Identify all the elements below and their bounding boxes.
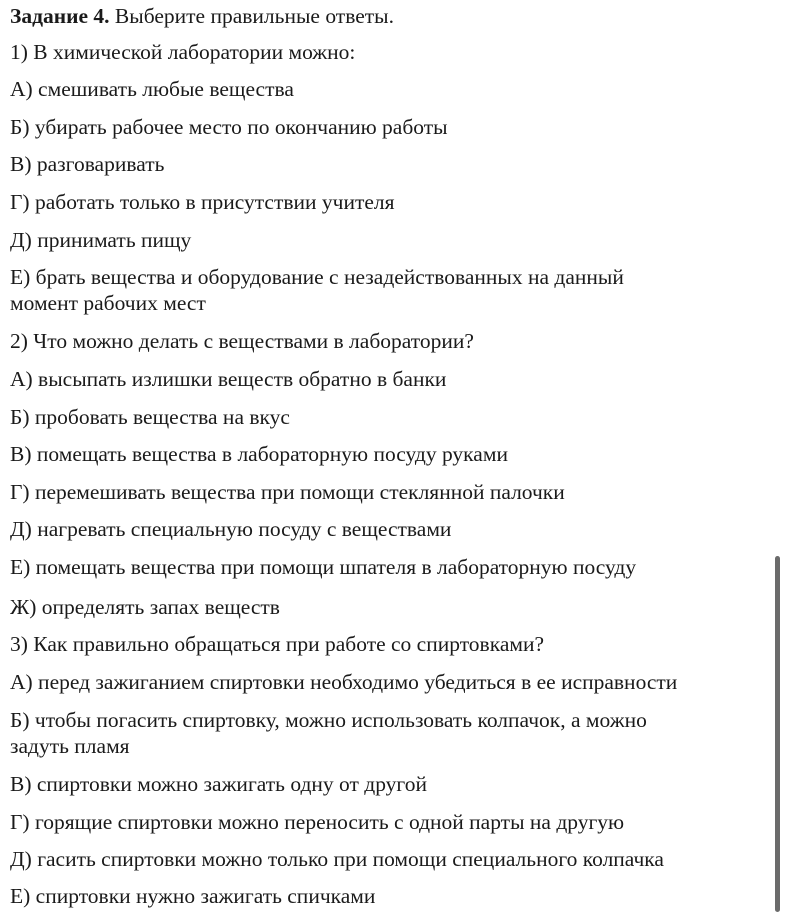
q3-option-b: Б) чтобы погасить спиртовку, можно использовать колпачок, а можно [10,708,647,732]
task-label: Задание 4. [10,4,110,28]
question-2: 2) Что можно делать с веществами в лаборатории? [10,329,474,353]
q1-option-a: А) смешивать любые вещества [10,77,294,101]
q1-option-d: Д) принимать пищу [10,228,192,252]
q2-option-zh: Ж) определять запах веществ [10,595,280,619]
q2-option-a: А) высыпать излишки веществ обратно в банки [10,367,447,391]
q3-option-a: А) перед зажиганием спиртовки необходимо убедиться в ее исправности [10,670,678,694]
question-1: 1) В химической лаборатории можно: [10,40,356,64]
q2-option-g: Г) перемешивать вещества при помощи стеклянной палочки [10,480,565,504]
q1-option-g: Г) работать только в присутствии учителя [10,190,395,214]
q2-option-v: В) помещать вещества в лабораторную посуду руками [10,442,508,466]
vertical-scrollbar[interactable] [775,556,780,912]
q2-option-d: Д) нагревать специальную посуду с веществами [10,517,452,541]
q3-option-d: Д) гасить спиртовки можно только при помощи специального колпачка [10,847,664,871]
task-heading [10,4,394,28]
q3-option-b-continued: задуть пламя [10,734,130,758]
q1-option-e: Е) брать вещества и оборудование с незадействованных на данный [10,265,624,289]
q2-option-b: Б) пробовать вещества на вкус [10,405,290,429]
q1-option-b: Б) убирать рабочее место по окончанию работы [10,115,448,139]
q1-option-v: В) разговаривать [10,152,165,176]
q3-option-e: Е) спиртовки нужно зажигать спичками [10,884,376,908]
task-instruction: Выберите правильные ответы. [114,4,394,28]
q3-option-g: Г) горящие спиртовки можно переносить с одной парты на другую [10,810,625,834]
question-3: 3) Как правильно обращаться при работе со спиртовками? [10,632,545,656]
q3-option-v: В) спиртовки можно зажигать одну от другой [10,772,427,796]
q2-option-e: Е) помещать вещества при помощи шпателя в лабораторную посуду [10,555,637,579]
q1-option-e-continued: момент рабочих мест [10,291,206,315]
